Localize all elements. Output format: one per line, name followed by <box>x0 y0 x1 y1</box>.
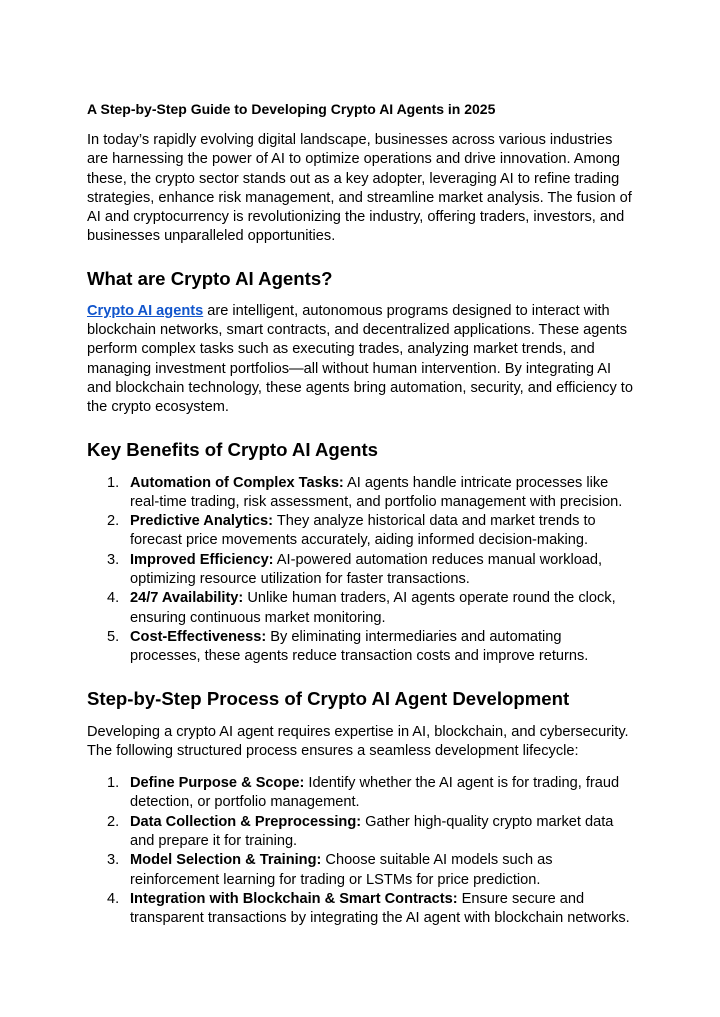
list-number: 3. <box>107 852 120 869</box>
list-item <box>87 589 637 628</box>
intro-line: AI and cryptocurrency is revolutionizing the industry, offering traders, investors, and <box>87 209 625 226</box>
list-term: Data Collection & Preprocessing: <box>130 813 362 830</box>
list-text: ensuring continuous market monitoring. <box>130 609 386 626</box>
document-title: A Step-by-Step Guide to Developing Crypto AI Agents in 2025 <box>87 101 496 117</box>
what-line: managing investment portfolios—all without human intervention. By integrating AI <box>87 360 612 377</box>
what-paragraph <box>87 302 637 418</box>
list-number: 1. <box>107 474 120 491</box>
list-term: Model Selection & Training: <box>130 852 322 869</box>
list-item <box>87 774 637 813</box>
list-text: real-time trading, risk assessment, and portfolio management with precision. <box>130 493 623 510</box>
process-intro-paragraph <box>87 723 637 762</box>
list-term: Automation of Complex Tasks: <box>130 474 344 491</box>
list-text: AI-powered automation reduces manual workload, <box>273 551 603 568</box>
list-number: 4. <box>107 890 120 907</box>
list-text: transparent transactions by integrating the AI agent with blockchain networks. <box>130 910 630 927</box>
list-number: 3. <box>107 551 120 568</box>
intro-line: are harnessing the power of AI to optimize operations and drive innovation. Among <box>87 151 620 168</box>
what-line: perform complex tasks such as executing trades, analyzing market trends, and <box>87 341 595 358</box>
list-item <box>87 551 637 590</box>
list-text: Unlike human traders, AI agents operate round the clock, <box>243 590 616 607</box>
what-line: and blockchain technology, these agents bring automation, security, and efficiency to <box>87 379 633 396</box>
crypto-ai-agents-link[interactable]: Crypto AI agents <box>87 302 204 319</box>
list-term: Cost-Effectiveness: <box>130 628 267 645</box>
list-number: 5. <box>107 628 120 645</box>
list-text: detection, or portfolio management. <box>130 794 360 811</box>
list-item <box>87 813 637 852</box>
list-item <box>87 851 637 890</box>
list-term: Improved Efficiency: <box>130 551 274 568</box>
list-item <box>87 628 637 667</box>
list-term: 24/7 Availability: <box>130 590 244 607</box>
list-text: reinforcement learning for trading or LSTMs for price prediction. <box>130 871 541 888</box>
process-intro-line: The following structured process ensures a seamless development lifecycle: <box>87 742 579 759</box>
list-text: By eliminating intermediaries and automating <box>266 628 562 645</box>
list-number: 2. <box>107 513 120 530</box>
list-term: Define Purpose & Scope: <box>130 775 305 792</box>
intro-line: these, the crypto sector stands out as a key adopter, leveraging AI to refine trading <box>87 170 620 187</box>
list-text: Gather high-quality crypto market data <box>361 813 614 830</box>
intro-line: In today’s rapidly evolving digital landscape, businesses across various industries <box>87 132 613 148</box>
list-number: 2. <box>107 813 120 830</box>
list-item <box>87 474 637 513</box>
list-text: Identify whether the AI agent is for trading, fraud <box>304 775 620 792</box>
list-text: Choose suitable AI models such as <box>321 852 553 869</box>
what-line: the crypto ecosystem. <box>87 399 229 416</box>
list-text: Ensure secure and <box>457 890 585 907</box>
list-item <box>87 890 637 929</box>
list-term: Predictive Analytics: <box>130 513 274 530</box>
list-number: 4. <box>107 590 120 607</box>
list-text: optimizing resource utilization for faster transactions. <box>130 571 470 588</box>
list-text: They analyze historical data and market trends to <box>273 513 596 530</box>
list-text: processes, these agents reduce transaction costs and improve returns. <box>130 648 589 665</box>
list-text: forecast price movements accurately, aiding informed decision-making. <box>130 532 589 549</box>
list-number: 1. <box>107 775 120 792</box>
what-line: are intelligent, autonomous programs designed to interact with <box>203 302 610 319</box>
what-line: blockchain networks, smart contracts, and decentralized applications. These agents <box>87 322 627 339</box>
heading-step-by-step-process: Step-by-Step Process of Crypto AI Agent Development <box>87 687 570 709</box>
heading-what-are-crypto-ai-agents: What are Crypto AI Agents? <box>87 267 333 289</box>
list-item <box>87 512 637 551</box>
process-steps-list <box>87 774 637 928</box>
process-intro-line: Developing a crypto AI agent requires expertise in AI, blockchain, and cybersecurity. <box>87 723 629 740</box>
document-page <box>87 100 637 929</box>
list-text: AI agents handle intricate processes like <box>343 474 609 491</box>
benefits-list <box>87 474 637 667</box>
intro-line: strategies, enhance risk management, and streamline market analysis. The fusion of <box>87 189 632 206</box>
heading-key-benefits: Key Benefits of Crypto AI Agents <box>87 438 378 460</box>
list-text: and prepare it for training. <box>130 833 298 850</box>
intro-line: businesses unparalleled opportunities. <box>87 228 336 245</box>
list-term: Integration with Blockchain & Smart Contracts: <box>130 890 458 907</box>
intro-paragraph <box>87 131 637 247</box>
